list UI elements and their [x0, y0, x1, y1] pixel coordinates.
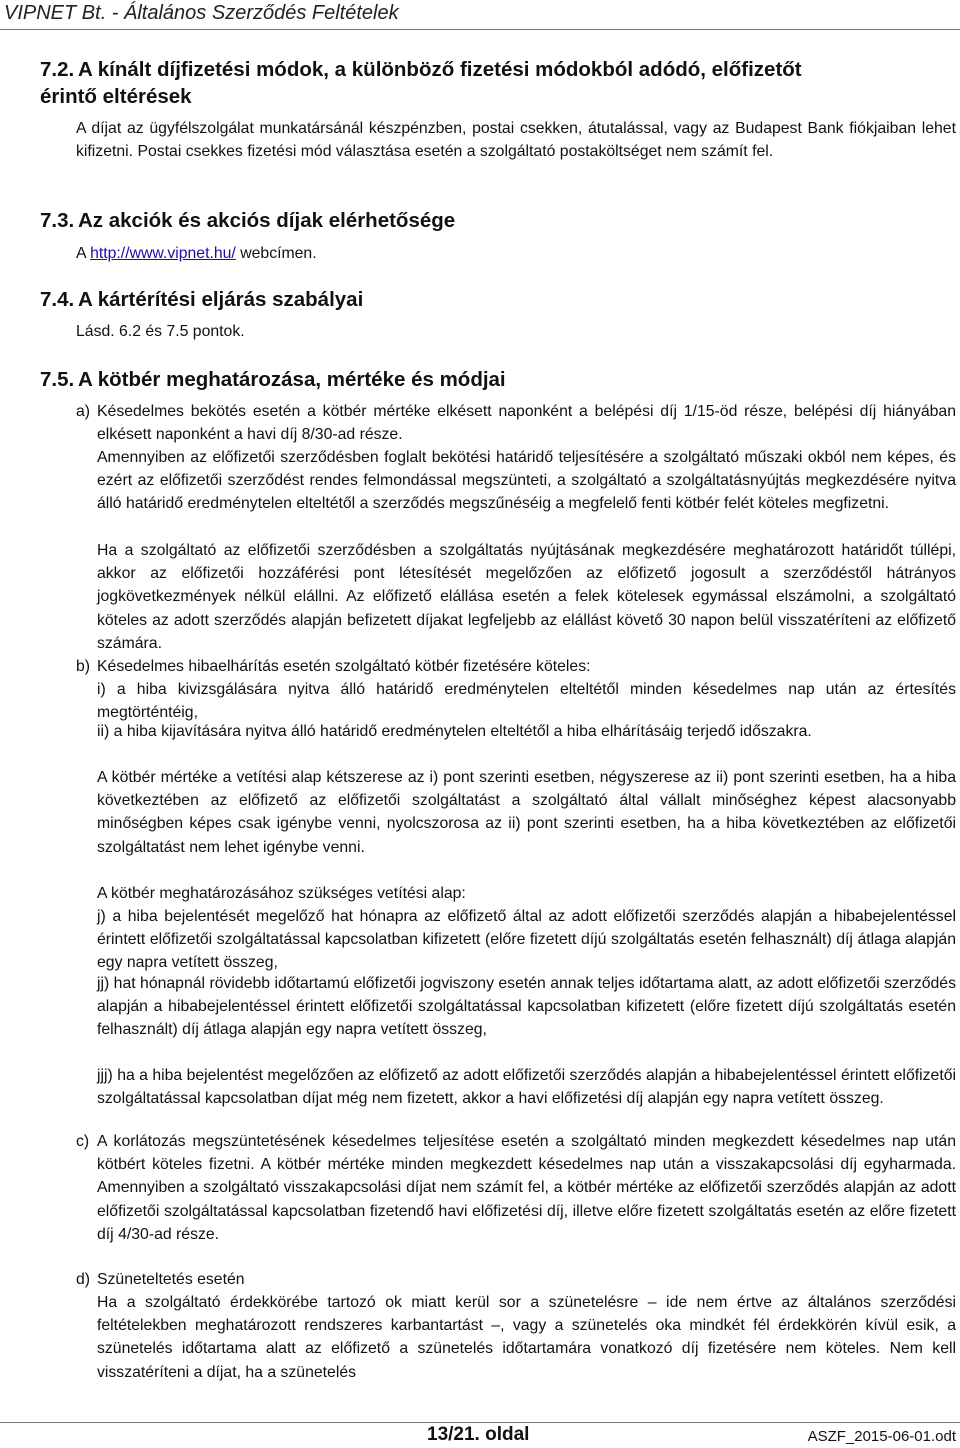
section-number: 7.3.	[40, 209, 75, 232]
page-number: 13/21. oldal	[427, 1424, 530, 1445]
section-7-2-body: A díjat az ügyfélszolgálat munkatársánál készpénzben, postai csekken, átutalással, vagy az Budapest Bank fiókjaiban lehet kifizetni. Postai csekkes fizetési mód választása esetén a szolgáltató postaköltséget nem számít fel.	[76, 120, 956, 161]
item-label: b)	[76, 658, 91, 675]
document-header-title: VIPNET Bt. - Általános Szerződés Feltételek	[4, 2, 399, 24]
section-7-4-body: Lásd. 6.2 és 7.5 pontok.	[76, 323, 245, 340]
section-7-3-heading	[40, 208, 455, 234]
section-7-3-body	[76, 242, 956, 265]
item-a	[76, 400, 956, 446]
section-7-5-heading	[40, 367, 506, 393]
footer-divider	[0, 1422, 960, 1423]
header-divider	[0, 29, 960, 30]
section-number: 7.2.	[40, 58, 75, 81]
link-suffix: webcímen.	[235, 245, 317, 262]
item-a-paragraph-2: Amennyiben az előfizetői szerződésben foglalt bekötési határidő teljesítésére a szolgáltató műszaki okból nem képes, és ezért az előfizetői szerződést rendes felmondással megszünteti, a szolgáltató a szolgáltatásnyújtás megkezdésére nyitva álló határidő eredménytelen elteltétől a szerződés megszűnéséig a megfelelő fenti kötbér felét köteles megfizetni.	[97, 449, 956, 513]
item-a-paragraph-3: Ha a szolgáltató az előfizetői szerződésben a szolgáltatás nyújtásának megkezdésére meghatározott határidőt túllépi, akkor az előfizetői hozzáférési pont létesítését megelőzően az előfizető jogosult a szerződéstől hátrányos jogkövetkezmények nélkül elállni. Az előfizető elállása esetén a felek kötelesek egymással elszámolni, a szolgáltató köteles az adott szerződés alapján befizetett díjakat legfeljebb az elállást követő 30 napon belül visszatéríteni az előfizető számára.	[97, 542, 956, 652]
item-c	[76, 1130, 956, 1246]
item-b-i: i) a hiba kivizsgálására nyitva álló határidő eredménytelen elteltétől minden késedelmes nap után az értesítés megtörténtéig,	[97, 681, 956, 722]
section-7-2-heading	[40, 56, 940, 110]
item-d-text: Szüneteltetés esetén	[97, 1271, 245, 1288]
item-b-paragraph: A kötbér mértéke a vetítési alap kétszerese az i) pont szerinti esetben, négyszerese az ii) pont szerinti esetben, ha a hiba következtében az előfizető az előfizetői szolgáltatást a szolgáltató által vállalt minőséghez képest alacsonyabb minőségben képes csak igénybe venni, nyolcszorosa az ii) pont szerinti esetben, ha a hiba következtében az előfizetői szolgáltatást nem lehet igénybe venni.	[97, 769, 956, 856]
item-c-text: A korlátozás megszüntetésének késedelmes teljesítése esetén a szolgáltató minden megkezdett késedelmes nap után kötbért köteles fizetni. A kötbér mértéke minden megkezdett késedelmes nap után a visszakapcsolási díj egyharmada. Amennyiben a szolgáltató visszakapcsolási díjat nem számít fel, a kötbér mértéke az előfizetői szerződés alapján az adott előfizetői szolgáltatással kapcsolatban fizetendő havi előfizetési díj, illetve előre fizetett szolgáltatás esetén az előre fizetett díj 4/30-ad része.	[97, 1133, 956, 1243]
section-title: A kártérítési eljárás szabályai	[78, 288, 364, 311]
item-b-ii: ii) a hiba kijavítására nyitva álló határidő eredménytelen elteltétől a hiba elhárításáig terjedő időszakra.	[97, 723, 812, 740]
section-title: A kötbér meghatározása, mértéke és módjai	[78, 368, 506, 391]
section-number: 7.5.	[40, 368, 75, 391]
item-b-jjj: jjj) ha a hiba bejelentést megelőzően az előfizető az adott előfizetői szerződés alapján a hibabejelentéssel érintett előfizetői szolgáltatással kapcsolatban díjat még nem fizetett, akkor a havi előfizetési díj alapján egy napra vetített összeg.	[97, 1067, 956, 1108]
item-a-text: Késedelmes bekötés esetén a kötbér mértéke elkésett naponként a belépési díj 1/15-öd része, belépési díj hiányában elkésett naponként a havi díj 8/30-ad része.	[97, 403, 956, 444]
item-d	[76, 1268, 956, 1291]
section-number: 7.4.	[40, 288, 75, 311]
section-title-line2: érintő eltérések	[40, 85, 192, 108]
item-label: d)	[76, 1271, 91, 1288]
item-b-j: j) a hiba bejelentését megelőző hat hónapra az előfizető által az adott előfizetői szerződés alapján a hibabejelentéssel érintett előfizetői szolgáltatással kapcsolatban kifizetett (előre fizetett díjú szolgáltatás esetén felhasznált) díj átlaga alapján egy napra vetített összeg,	[97, 908, 956, 972]
item-label: a)	[76, 403, 91, 420]
vipnet-website-link[interactable]: http://www.vipnet.hu/	[90, 245, 236, 262]
document-filename: ASZF_2015-06-01.odt	[807, 1428, 956, 1445]
item-b	[76, 655, 956, 678]
item-label: c)	[76, 1133, 90, 1150]
item-b-text: Késedelmes hibaelhárítás esetén szolgáltató kötbér fizetésére köteles:	[97, 658, 591, 675]
item-b-base: A kötbér meghatározásához szükséges vetítési alap:	[97, 885, 466, 902]
item-b-jj: jj) hat hónapnál rövidebb időtartamú előfizetői jogviszony esetén annak teljes időtartama alatt, az adott előfizetői szerződés alapján a hibabejelentéssel érintett előfizetői szolgáltatással kapcsolatban kifizetett (előre fizetett díjú szolgáltatás esetén felhasznált) díj átlaga alapján egy napra vetített összeg,	[97, 975, 956, 1039]
link-prefix: A	[76, 245, 91, 262]
section-title: Az akciók és akciós díjak elérhetősége	[78, 209, 456, 232]
section-title-line1: A kínált díjfizetési módok, a különböző fizetési módokból adódó, előfizetőt	[78, 58, 802, 81]
item-d-paragraph: Ha a szolgáltató érdekkörébe tartozó ok miatt kerül sor a szünetelésre – ide nem értve az általános szerződési feltételekben meghatározott rendszeres karbantartást –, vagy a szünetelés oka mindkét fél érdekkörén kívül esik, a szünetelés időtartama alatt az előfizető a szünetelés időtartamára vonatkozó díj fizetésére nem köteles. Nem kell visszatéríteni a díjat, ha a szünetelés	[97, 1294, 956, 1381]
section-7-4-heading	[40, 287, 363, 313]
